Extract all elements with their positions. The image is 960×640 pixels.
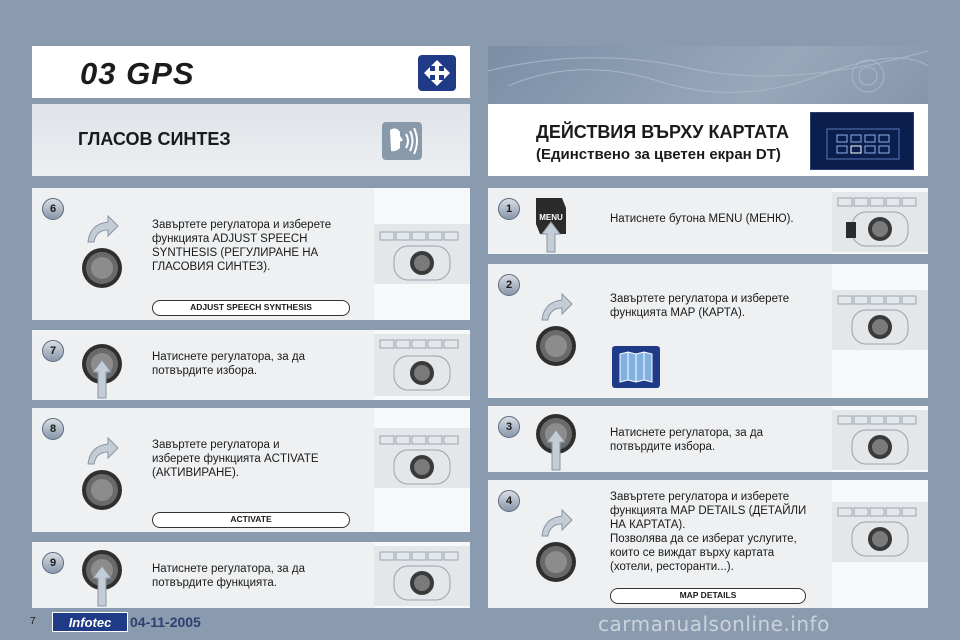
map-actions-heading-band [488,104,928,176]
control-panel-illustration [374,408,470,532]
rotary-knob-icon [74,210,134,290]
step-9-panel [32,542,470,608]
map-display-icon [810,112,914,170]
step-number: 4 [498,490,520,512]
navigation-arrows-icon [418,55,456,91]
step-2-panel [488,264,928,398]
step-4-panel [488,480,928,608]
edition-date: 04-11-2005 [130,614,201,630]
rotary-knob-icon [528,504,588,584]
rotary-knob-icon [528,288,588,368]
control-panel-illustration [374,330,470,400]
step-number: 8 [42,418,64,440]
step-text: Завъртете регулатора и изберете функцията MAP DETAILS (ДЕТАЙЛИ НА КАРТАТА). Позволява да се изберат услугите, които се виждат върху картата (хотели, ресторанти...). [610,491,807,573]
step-number: 7 [42,340,64,362]
step-text: Натиснете регулатора, за да потвърдите функцията. [152,563,306,589]
control-panel-illustration [832,406,928,472]
infotec-logo: Infotec [52,612,128,632]
menu-option-label: ACTIVATE [152,512,350,528]
voice-synthesis-banner [32,104,470,176]
control-panel-illustration [832,188,928,254]
control-panel-illustration [832,264,928,398]
menu-button-icon [532,194,572,254]
step-7-panel [32,330,470,400]
step-text: Натиснете регулатора, за да потвърдите избора. [152,351,306,377]
rotary-knob-icon [78,544,128,608]
step-6-panel [32,188,470,320]
step-8-panel [32,408,470,532]
control-panel-illustration [374,188,470,320]
section-heading-voice: ГЛАСОВ СИНТЕЗ [78,129,231,149]
step-text: Завъртете регулатора и изберете функцията ADJUST SPEECH SYNTHESIS (РЕГУЛИРАНЕ НА ГЛАСОВИЯ СИНТЕЗ). [152,219,332,273]
control-panel-illustration [832,480,928,608]
step-number: 3 [498,416,520,438]
map-actions-banner [488,46,928,176]
step-3-panel [488,406,928,472]
menu-option-label: ADJUST SPEECH SYNTHESIS [152,300,350,316]
control-panel-illustration [374,542,470,608]
rotary-knob-icon [532,408,582,472]
folded-map-icon [612,346,660,388]
step-number: 1 [498,198,520,220]
step-number: 9 [42,552,64,574]
section-heading-map: ДЕЙСТВИЯ ВЪРХУ КАРТАТА [536,122,790,142]
page-title: 03 GPS [80,56,195,91]
step-number: 6 [42,198,64,220]
step-text: Завъртете регулатора и изберете функцията MAP (КАРТА). [610,293,790,319]
menu-button-label: MENU [539,213,563,222]
step-number: 2 [498,274,520,296]
menu-option-label: MAP DETAILS [610,588,806,604]
rotary-knob-icon [78,336,128,400]
title-banner [32,46,470,98]
section-subheading-map: (Единствено за цветен екран DT) [536,146,781,163]
step-1-panel [488,188,928,254]
rotary-knob-icon [74,432,134,512]
step-text: Натиснете регулатора, за да потвърдите избора. [610,427,764,453]
step-text: Натиснете бутона MENU (МЕНЮ). [610,213,794,225]
step-text: Завъртете регулатора и изберете функцията ACTIVATE (АКТИВИРАНЕ). [152,439,319,479]
voice-synthesis-icon [382,122,422,160]
page-number: 7 [30,616,36,627]
watermark: carmanualsonline.info [598,612,830,636]
